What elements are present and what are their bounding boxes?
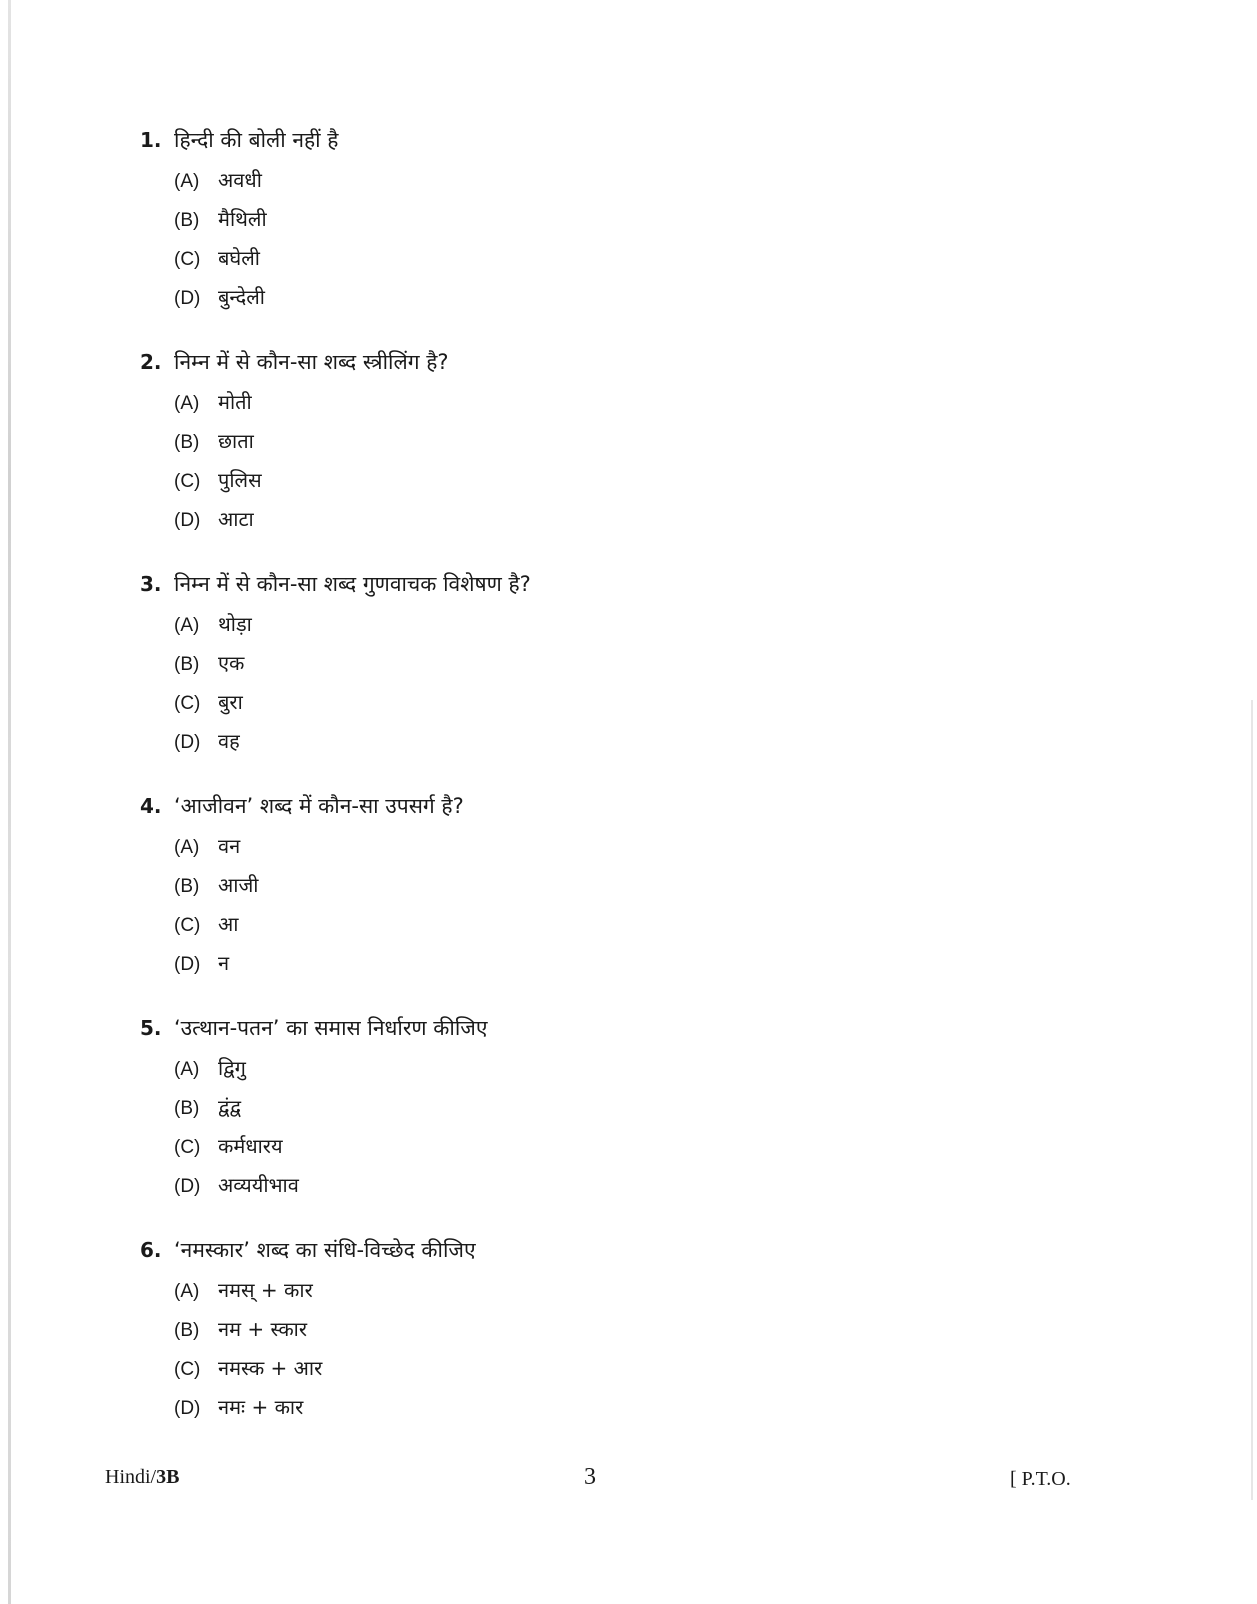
option-a xyxy=(174,1276,1140,1315)
option-b xyxy=(174,205,1140,244)
option-text: बघेली xyxy=(218,246,260,270)
option-label: (C) xyxy=(174,471,201,492)
option-label: (D) xyxy=(174,732,201,753)
option-label: (D) xyxy=(174,1176,201,1197)
scan-right-edge xyxy=(1251,700,1253,1500)
option-text: पुलिस xyxy=(218,468,262,492)
question-text: हिन्दी की बोली नहीं है xyxy=(174,128,339,152)
question-6 xyxy=(140,1236,1140,1458)
option-a xyxy=(174,166,1140,205)
question-list xyxy=(140,126,1140,1458)
option-label: (C) xyxy=(174,915,201,936)
question-number: 3. xyxy=(140,572,162,596)
option-label: (A) xyxy=(174,1059,200,1080)
question-number: 2. xyxy=(140,350,162,374)
option-text: एक xyxy=(218,651,245,675)
option-text: द्वंद्व xyxy=(218,1095,241,1119)
question-2 xyxy=(140,348,1140,570)
page-number: 3 xyxy=(584,1464,596,1490)
paper-code xyxy=(105,1466,179,1489)
question-text: ‘नमस्कार’ शब्द का संधि-विच्छेद कीजिए xyxy=(174,1238,476,1262)
option-text: वह xyxy=(218,729,240,753)
option-list xyxy=(174,832,1140,988)
option-text: वन xyxy=(218,834,241,858)
question-5 xyxy=(140,1014,1140,1236)
option-d xyxy=(174,283,1140,322)
option-text: आटा xyxy=(218,507,254,531)
option-text: नमः + कार xyxy=(218,1395,304,1419)
option-text: कर्मधारय xyxy=(218,1134,283,1158)
option-text: आजी xyxy=(218,873,259,897)
option-label: (C) xyxy=(174,249,201,270)
option-text: आ xyxy=(218,912,239,936)
option-label: (A) xyxy=(174,837,200,858)
option-label: (D) xyxy=(174,954,201,975)
option-d xyxy=(174,1171,1140,1210)
question-stem xyxy=(140,792,1140,832)
option-text: नम + स्कार xyxy=(218,1317,308,1341)
option-text: नमस्क + आर xyxy=(218,1356,323,1380)
option-c xyxy=(174,1132,1140,1171)
option-text: बुन्देली xyxy=(218,285,265,309)
option-label: (B) xyxy=(174,210,200,231)
question-stem xyxy=(140,126,1140,166)
option-list xyxy=(174,610,1140,766)
option-d xyxy=(174,1393,1140,1432)
option-text: अव्ययीभाव xyxy=(218,1173,299,1197)
option-b xyxy=(174,649,1140,688)
option-text: अवधी xyxy=(218,168,262,192)
question-stem xyxy=(140,570,1140,610)
option-c xyxy=(174,466,1140,505)
question-text: निम्न में से कौन-सा शब्द स्त्रीलिंग है? xyxy=(174,350,449,374)
option-label: (B) xyxy=(174,432,200,453)
subject-name: Hindi/ xyxy=(105,1466,157,1488)
question-1 xyxy=(140,126,1140,348)
question-text: ‘उत्थान-पतन’ का समास निर्धारण कीजिए xyxy=(174,1016,488,1040)
option-d xyxy=(174,949,1140,988)
question-text: निम्न में से कौन-सा शब्द गुणवाचक विशेषण है? xyxy=(174,572,531,596)
option-list xyxy=(174,1054,1140,1210)
option-b xyxy=(174,1093,1140,1132)
option-label: (D) xyxy=(174,510,201,531)
option-a xyxy=(174,610,1140,649)
option-list xyxy=(174,166,1140,322)
option-label: (C) xyxy=(174,1359,201,1380)
option-text: न xyxy=(218,951,230,975)
option-label: (A) xyxy=(174,171,200,192)
option-label: (A) xyxy=(174,615,200,636)
option-text: द्विगु xyxy=(218,1056,246,1080)
option-label: (D) xyxy=(174,288,201,309)
option-a xyxy=(174,1054,1140,1093)
option-c xyxy=(174,688,1140,727)
option-text: नमस् + कार xyxy=(218,1278,313,1302)
option-label: (C) xyxy=(174,693,201,714)
option-text: छाता xyxy=(218,429,254,453)
option-label: (D) xyxy=(174,1398,201,1419)
question-4 xyxy=(140,792,1140,1014)
option-d xyxy=(174,505,1140,544)
option-c xyxy=(174,244,1140,283)
booklet-code: 3B xyxy=(156,1466,180,1488)
question-number: 5. xyxy=(140,1016,162,1040)
option-label: (A) xyxy=(174,393,200,414)
option-list xyxy=(174,1276,1140,1432)
option-label: (B) xyxy=(174,654,200,675)
option-text: थोड़ा xyxy=(218,612,252,636)
option-b xyxy=(174,1315,1140,1354)
option-b xyxy=(174,871,1140,910)
option-text: मोती xyxy=(218,390,252,414)
option-b xyxy=(174,427,1140,466)
option-text: मैथिली xyxy=(218,207,267,231)
question-number: 6. xyxy=(140,1238,162,1262)
question-number: 4. xyxy=(140,794,162,818)
question-number: 1. xyxy=(140,128,162,152)
option-list xyxy=(174,388,1140,544)
question-stem xyxy=(140,1236,1140,1276)
question-stem xyxy=(140,1014,1140,1054)
option-d xyxy=(174,727,1140,766)
option-c xyxy=(174,910,1140,949)
option-label: (A) xyxy=(174,1281,200,1302)
question-stem xyxy=(140,348,1140,388)
option-text: बुरा xyxy=(218,690,243,714)
question-text: ‘आजीवन’ शब्द में कौन-सा उपसर्ग है? xyxy=(174,794,464,818)
option-label: (B) xyxy=(174,1320,200,1341)
option-label: (B) xyxy=(174,876,200,897)
option-c xyxy=(174,1354,1140,1393)
page-footer xyxy=(0,1464,1257,1504)
option-a xyxy=(174,832,1140,871)
question-3 xyxy=(140,570,1140,792)
option-label: (B) xyxy=(174,1098,200,1119)
option-label: (C) xyxy=(174,1137,201,1158)
option-a xyxy=(174,388,1140,427)
please-turn-over: [ P.T.O. xyxy=(1010,1468,1071,1490)
scan-left-edge xyxy=(8,0,11,1604)
